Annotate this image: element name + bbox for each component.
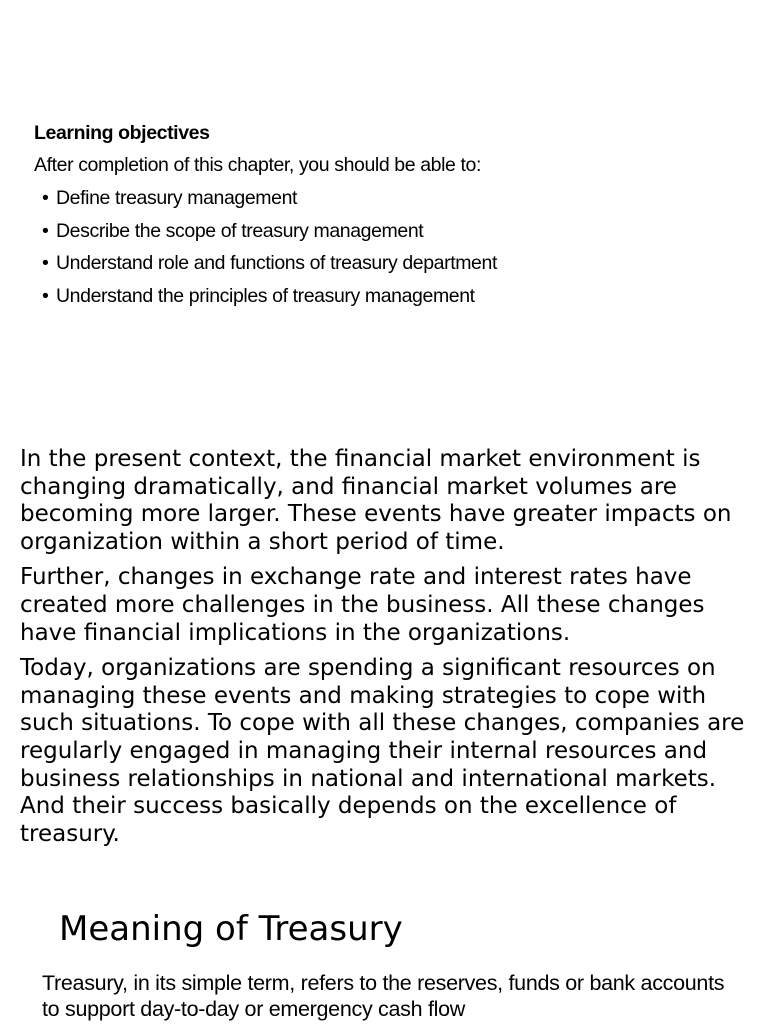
bullet-icon: • (42, 187, 49, 209)
learning-objectives-section (34, 118, 754, 312)
list-item-text: Define treasury management (56, 187, 298, 209)
list-item (42, 215, 754, 248)
learning-objectives-intro: After completion of this chapter, you should be able to: (34, 154, 481, 176)
bullet-icon: • (42, 252, 49, 274)
body-paragraph: Today, organizations are spending a significant resources on managing these events and making strategies to cope with such situations. To cope with all these changes, companies are regularly engaged in managing their internal resources and business relationships in national and international markets. And their success basically depends on the excellence of treasury. (20, 654, 745, 848)
learning-objectives-list (34, 182, 754, 312)
meaning-paragraph: Treasury, in its simple term, refers to the reserves, funds or bank accounts to support day-to-day or emergency cash flow (42, 971, 725, 1021)
list-item-text: Describe the scope of treasury management (56, 219, 424, 242)
list-item-text: Understand role and functions of treasury department (56, 252, 497, 274)
list-item (42, 247, 754, 280)
bullet-icon: • (42, 219, 49, 242)
bullet-icon: • (42, 284, 49, 307)
list-item (42, 280, 754, 313)
learning-objectives-title: Learning objectives (34, 122, 210, 144)
section-heading-meaning: Meaning of Treasury (59, 909, 403, 949)
body-paragraph: In the present context, the financial market environment is changing dramatically, and financial market volumes are becoming more larger. These events have greater impacts on organization within a short period of time. (20, 446, 732, 556)
introduction-body (20, 446, 765, 856)
list-item-text: Understand the principles of treasury management (56, 284, 475, 307)
body-paragraph: Further, changes in exchange rate and interest rates have created more challenges in the business. All these changes have financial implications in the organizations. (20, 564, 705, 646)
list-item (42, 182, 754, 215)
